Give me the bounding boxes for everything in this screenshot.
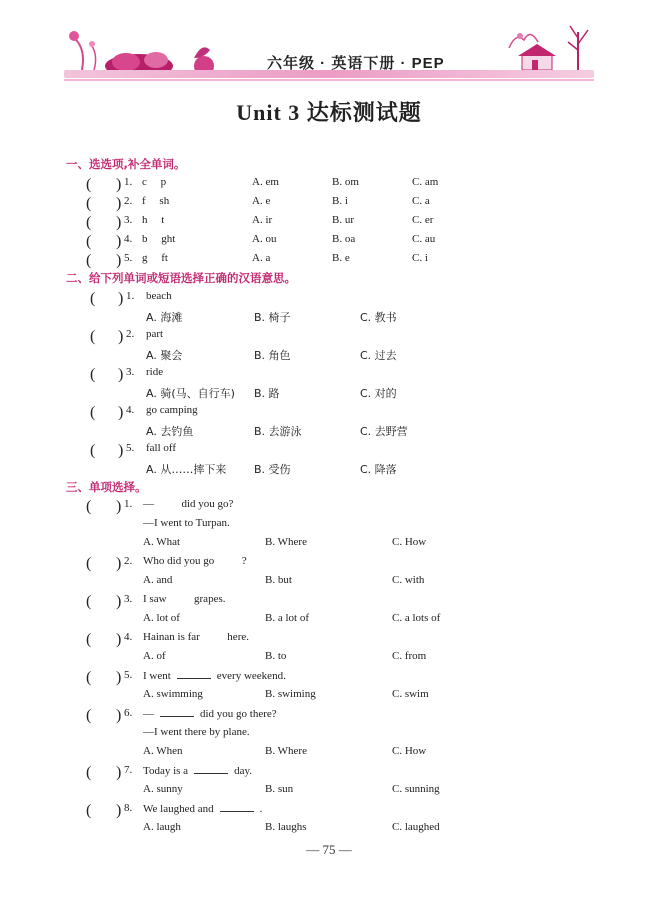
question-number: 5. xyxy=(124,252,133,264)
answer-paren-close: ) xyxy=(116,233,122,250)
answer-paren-close: ) xyxy=(116,214,122,231)
answer-paren[interactable]: ( ) xyxy=(86,802,122,819)
option-b: B. 角色 xyxy=(254,349,291,362)
option-b: B. 路 xyxy=(254,387,280,400)
question-number: 7. xyxy=(124,764,133,776)
question-number: 2. xyxy=(124,555,133,567)
header-title: 六年级 · 英语下册 · PEP xyxy=(267,55,445,72)
answer-paren[interactable]: ( ) xyxy=(86,498,122,515)
option-a: A. of xyxy=(143,650,166,662)
question-number: 1. xyxy=(126,290,135,302)
option-c: C. laughed xyxy=(392,821,440,833)
answer-paren-close: ) xyxy=(116,669,122,686)
answer-blank[interactable] xyxy=(194,764,228,774)
answer-paren[interactable]: ( ) xyxy=(90,366,124,383)
house-tree-right-icon xyxy=(504,18,594,78)
question-number: 1. xyxy=(124,498,133,510)
option-a: A. a xyxy=(252,252,271,264)
answer-paren[interactable]: ( ) xyxy=(86,176,122,193)
word: beach xyxy=(146,290,172,302)
option-c: C. sunning xyxy=(392,783,440,795)
question-text: Hainan is far here. xyxy=(143,631,249,643)
section3-heading: 三、单项选择。 xyxy=(66,480,147,494)
answer-paren[interactable]: ( ) xyxy=(86,252,122,269)
option-a: A. ou xyxy=(252,233,277,245)
answer-paren[interactable]: ( ) xyxy=(86,214,122,231)
answer-paren[interactable]: ( ) xyxy=(86,555,122,572)
option-b: B. e xyxy=(332,252,350,264)
option-b: B. ur xyxy=(332,214,354,226)
answer-paren-close: ) xyxy=(116,802,122,819)
banner-underline xyxy=(64,79,594,81)
option-b: B. 受伤 xyxy=(254,463,291,476)
option-c: C. am xyxy=(412,176,439,188)
option-c: C. 教书 xyxy=(360,311,397,324)
section1-heading: 一、选选项,补全单词。 xyxy=(66,157,186,171)
option-b: B. laughs xyxy=(265,821,307,833)
option-a: A. When xyxy=(143,745,183,757)
page-number: — 75 — xyxy=(306,842,352,857)
option-a: A. 骑(马、自行车) xyxy=(146,387,235,400)
word-stem: h t xyxy=(142,214,165,226)
question-text: Who did you go ? xyxy=(143,555,247,567)
section2-heading: 二、给下列单词或短语选择正确的汉语意思。 xyxy=(66,271,296,285)
option-b: B. i xyxy=(332,195,348,207)
question-number: 5. xyxy=(126,442,135,454)
question-number: 4. xyxy=(126,404,135,416)
question-text-pre: I went xyxy=(143,670,171,682)
answer-paren[interactable]: ( ) xyxy=(86,707,122,724)
option-c: C. a lots of xyxy=(392,612,441,624)
question-number: 3. xyxy=(124,593,133,605)
answer-paren-close: ) xyxy=(118,404,124,421)
answer-paren[interactable]: ( ) xyxy=(86,631,122,648)
page-title: Unit 3 达标测试题 xyxy=(236,100,422,125)
question-text-post: did you go there? xyxy=(200,708,277,720)
question-text-pre: — xyxy=(143,708,154,720)
option-a: A. 聚会 xyxy=(146,349,183,362)
answer-text: —I went there by plane. xyxy=(143,726,250,738)
option-a: A. e xyxy=(252,195,271,207)
word-stem: g ft xyxy=(142,252,168,264)
header-banner xyxy=(64,18,594,84)
question-text xyxy=(143,669,286,682)
word: fall off xyxy=(146,442,177,454)
option-a: A. and xyxy=(143,574,173,586)
option-b: B. oa xyxy=(332,233,356,245)
option-b: B. om xyxy=(332,176,359,188)
word-stem: b ght xyxy=(142,233,176,245)
answer-paren-close: ) xyxy=(116,555,122,572)
word-stem: f sh xyxy=(142,195,170,207)
question-number: 3. xyxy=(126,366,135,378)
option-b: B. Where xyxy=(265,745,307,757)
word: part xyxy=(146,328,164,340)
option-a: A. lot of xyxy=(143,612,180,624)
option-b: B. sun xyxy=(265,783,294,795)
answer-paren-close: ) xyxy=(116,707,122,724)
option-a: A. laugh xyxy=(143,821,181,833)
option-c: C. 过去 xyxy=(360,349,397,362)
option-a: A. em xyxy=(252,176,279,188)
option-c: C. i xyxy=(412,252,428,264)
answer-paren-close: ) xyxy=(116,176,122,193)
answer-paren[interactable]: ( ) xyxy=(90,290,124,307)
option-a: A. sunny xyxy=(143,783,183,795)
answer-paren-close: ) xyxy=(118,442,124,459)
option-c: C. a xyxy=(412,195,430,207)
option-b: B. swiming xyxy=(265,688,316,700)
question-text-post: day. xyxy=(234,765,252,777)
option-c: C. er xyxy=(412,214,434,226)
flower-cluster-left-icon xyxy=(64,18,214,78)
answer-text: —I went to Turpan. xyxy=(143,517,230,529)
question-text-pre: We laughed and xyxy=(143,803,214,815)
question-text-post: . xyxy=(259,803,263,815)
answer-paren[interactable]: ( ) xyxy=(86,669,122,686)
question-text xyxy=(143,764,252,777)
option-b: B. Where xyxy=(265,536,307,548)
option-c: C. 降落 xyxy=(360,463,397,476)
word: ride xyxy=(146,366,164,378)
option-c: C. How xyxy=(392,745,427,757)
option-c: C. 去野营 xyxy=(360,425,408,438)
answer-paren-close: ) xyxy=(116,195,122,212)
answer-paren[interactable]: ( ) xyxy=(86,233,122,250)
answer-paren[interactable]: ( ) xyxy=(86,593,122,610)
answer-paren[interactable]: ( ) xyxy=(86,764,122,781)
option-b: B. 椅子 xyxy=(254,311,291,324)
option-c: C. with xyxy=(392,574,425,586)
question-number: 2. xyxy=(124,195,133,207)
question-text-pre: Today is a xyxy=(143,765,189,777)
option-a: A. 去钓鱼 xyxy=(146,425,194,438)
answer-paren-close: ) xyxy=(116,631,122,648)
answer-paren[interactable]: ( ) xyxy=(86,195,122,212)
option-b: B. to xyxy=(265,650,287,662)
option-a: A. 从……摔下来 xyxy=(146,463,227,476)
question-number: 5. xyxy=(124,669,133,681)
answer-paren[interactable]: ( ) xyxy=(90,442,124,459)
question-number: 3. xyxy=(124,214,133,226)
option-b: B. but xyxy=(265,574,292,586)
option-a: A. What xyxy=(143,536,181,548)
answer-paren-close: ) xyxy=(118,366,124,383)
answer-paren[interactable]: ( ) xyxy=(90,404,124,421)
option-c: C. How xyxy=(392,536,427,548)
question-number: 4. xyxy=(124,233,133,245)
word: go camping xyxy=(146,404,198,416)
question-number: 2. xyxy=(126,328,135,340)
question-number: 6. xyxy=(124,707,133,719)
answer-blank[interactable] xyxy=(160,707,194,717)
answer-blank[interactable] xyxy=(177,669,211,679)
option-c: C. 对的 xyxy=(360,387,397,400)
answer-paren-close: ) xyxy=(116,764,122,781)
answer-paren-close: ) xyxy=(118,328,124,345)
answer-paren-close: ) xyxy=(116,593,122,610)
question-number: 4. xyxy=(124,631,133,643)
word-stem: c p xyxy=(142,176,167,188)
option-c: C. from xyxy=(392,650,427,662)
question-text xyxy=(143,802,262,815)
question-text xyxy=(143,707,277,720)
question-text: I saw grapes. xyxy=(143,593,226,605)
question-number: 1. xyxy=(124,176,133,188)
option-a: A. ir xyxy=(252,214,273,226)
option-a: A. swimming xyxy=(143,688,203,700)
option-a: A. 海滩 xyxy=(146,311,183,324)
answer-paren-close: ) xyxy=(116,252,122,269)
option-c: C. swim xyxy=(392,688,429,700)
option-c: C. au xyxy=(412,233,436,245)
answer-paren-close: ) xyxy=(116,498,122,515)
option-b: B. 去游泳 xyxy=(254,425,302,438)
option-b: B. a lot of xyxy=(265,612,309,624)
question-text: — did you go? xyxy=(143,498,234,510)
answer-blank[interactable] xyxy=(220,802,254,812)
answer-paren[interactable]: ( ) xyxy=(90,328,124,345)
answer-paren-close: ) xyxy=(118,290,124,307)
question-text-post: every weekend. xyxy=(216,670,286,682)
question-number: 8. xyxy=(124,802,133,814)
